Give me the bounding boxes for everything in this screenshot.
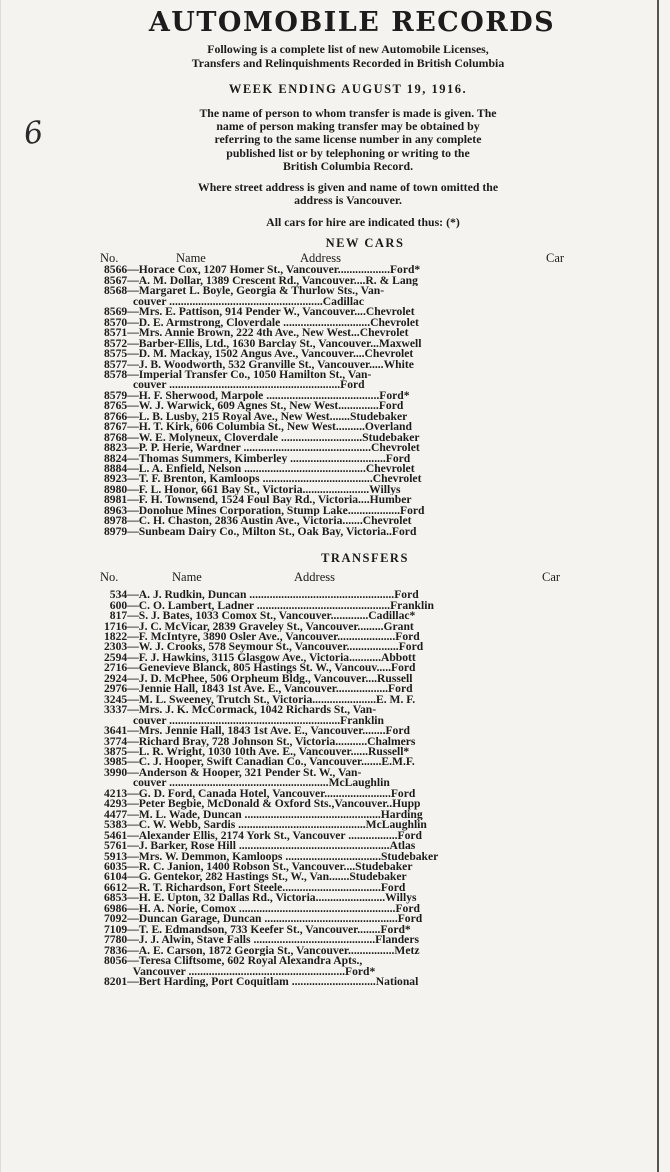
list-item: 8577—J. B. Woodworth, 532 Granville St., Vancouver.....White: [104, 359, 414, 370]
col-car: Car: [546, 251, 565, 266]
new-cars-column-header: [96, 251, 600, 265]
transfers-heading: TRANSFERS: [321, 551, 409, 566]
list-item: 8884—L. A. Enfield, Nelson ..........................................Chevrolet: [104, 464, 415, 475]
list-item: 8981—F. H. Townsend, 1524 Foul Bay Rd., Victoria....Humber: [104, 495, 412, 506]
list-item: 5461—Alexander Ellis, 2174 York St., Vancouver .................Ford: [104, 830, 422, 842]
week-ending: WEEK ENDING AUGUST 19, 1916.: [228, 82, 468, 96]
list-item: 4293—Peter Begbie, McDonald & Oxford Sts.,Vancouver..Hupp: [104, 799, 421, 810]
list-item: 3985—C. J. Hooper, Swift Canadian Co., Vancouver.......E.M.F.: [104, 757, 415, 768]
list-item: 7092—Duncan Garage, Duncan ..............................................Ford: [104, 914, 423, 925]
list-item: 3245—M. L. Sweeney, Trutch St., Victoria......................E. M. F.: [104, 694, 416, 706]
list-item: 2303—W. J. Crooks, 578 Seymour St., Vancouver..................Ford: [104, 642, 424, 653]
list-item: 3337—Mrs. J. K. McCormack, 1042 Richards St., Van-: [104, 705, 377, 716]
list-item: 8201—Bert Harding, Port Coquitlam .............................National: [104, 976, 419, 988]
col-address: Address: [294, 570, 335, 585]
list-item: 4213—G. D. Ford, Canada Hotel, Vancouver.......................Ford: [104, 788, 416, 800]
transfer-note: [96, 107, 600, 173]
hire-note: All cars for hire are indicated thus: (*): [266, 215, 460, 230]
note-line-7: address is Vancouver.: [294, 193, 402, 208]
list-item: 8566—Horace Cox, 1207 Homer St., Vancouver..................Ford*: [104, 265, 421, 276]
list-item: 8575—D. M. Mackay, 1502 Angus Ave., Vancouver....Chevrolet: [104, 349, 414, 360]
list-item: 8569—Mrs. E. Pattison, 914 Pender W., Vancouver....Chevrolet: [104, 307, 415, 318]
list-item: 8923—T. F. Brenton, Kamloops ......................................Chevrolet: [104, 474, 422, 485]
intro-line-1: Following is a complete list of new Automobile Licenses,: [207, 42, 489, 56]
list-item: 8572—Barber-Ellis, Ltd., 1630 Barclay St., Vancouver...Maxwell: [104, 338, 422, 350]
list-item: 6986—H. A. Norie, Comox ......................................................Ford: [104, 903, 420, 915]
list-item: 817—S. J. Bates, 1033 Comox St., Vancouver.............Cadillac*: [104, 611, 416, 622]
list-item: 2594—F. J. Hawkins, 3115 Glasgow Ave., Victoria...........Abbott: [104, 652, 416, 664]
list-item: 8568—Margaret L. Boyle, Georgia & Thurlow Sts., Van-: [104, 286, 385, 297]
col-car: Car: [542, 570, 561, 585]
transfers-column-header: [96, 570, 600, 584]
col-name: Name: [176, 251, 206, 266]
list-item: couver .....................................................Cadillac: [104, 296, 364, 308]
list-item: couver ...........................................................Ford: [104, 380, 365, 391]
list-item: 3641—Mrs. Jennie Hall, 1843 1st Ave. E., Vancouver........Ford: [104, 726, 410, 737]
list-item: 7109—T. E. Edmandson, 733 Keefer St., Vancouver........Ford*: [104, 924, 411, 936]
list-item: 5383—C. W. Webb, Sardis ............................................McLaughlin: [104, 820, 427, 831]
list-item: 8579—H. F. Sherwood, Marpole .......................................Ford*: [104, 390, 410, 402]
list-item: 8823—P. P. Herie, Wardner ............................................Chevrolet: [104, 443, 420, 454]
note-line-6: Where street address is given and name of town omitted the: [197, 180, 499, 195]
note-line-1: The name of person to whom transfer is made is given. The: [199, 106, 497, 120]
list-item: 1822—F. McIntyre, 3890 Osler Ave., Vancouver....................Ford: [104, 632, 420, 643]
list-item: 2716—Genevieve Blanck, 805 Hastings St. W., Vancouv.....Ford: [104, 663, 416, 674]
col-no: No.: [100, 251, 119, 266]
note-line-4: published list or by telephoning or writing to the: [226, 145, 470, 160]
list-item: 3875—L. R. Wright, 1030 10th Ave. E., Vancouver......Russell*: [104, 747, 410, 758]
list-item: 7836—A. E. Carson, 1872 Georgia St., Vancouver................Metz: [104, 945, 420, 957]
list-item: 1716—J. C. McVicar, 2839 Graveley St., Vancouver.........Grant: [104, 621, 414, 633]
col-address: Address: [300, 251, 341, 266]
list-item: 8768—W. E. Molyneux, Cloverdale ............................Studebaker: [104, 432, 420, 444]
list-item: 6612—R. T. Richardson, Fort Steele..................................Ford: [104, 882, 406, 894]
list-item: 8567—A. M. Dollar, 1389 Crescent Rd., Vancouver....R. & Lang: [104, 275, 418, 287]
list-item: Vancouver ......................................................Ford*: [104, 966, 376, 977]
list-item: 8963—Donohue Mines Corporation, Stump Lake..................Ford: [104, 505, 425, 517]
list-item: couver .......................................................McLaughlin: [104, 778, 390, 789]
list-item: 6035—R. C. Janion, 1400 Robson St., Vancouver....Studebaker: [104, 861, 413, 873]
address-note: [96, 181, 600, 207]
list-item: 4477—M. L. Wade, Duncan ...............................................Harding: [104, 809, 423, 821]
list-item: 2976—Jennie Hall, 1843 1st Ave. E., Vancouver..................Ford: [104, 684, 413, 695]
note-line-5: British Columbia Record.: [282, 158, 414, 173]
list-item: couver ...........................................................Franklin: [104, 715, 384, 727]
list-item: 8056—Teresa Cliftsome, 602 Royal Alexandra Apts.,: [104, 956, 363, 967]
list-item: 8978—C. H. Chaston, 2836 Austin Ave., Victoria.......Chevrolet: [104, 516, 412, 527]
col-name: Name: [172, 570, 202, 585]
list-item: 5761—J. Barker, Rose Hill ....................................................Atlas: [104, 841, 416, 852]
list-item: 8824—Thomas Summers, Kimberley .................................Ford: [104, 453, 411, 465]
list-item: 8578—Imperial Transfer Co., 1050 Hamilton St., Van-: [104, 369, 372, 381]
list-item: 5913—Mrs. W. Demmon, Kamloops .................................Studebaker: [104, 851, 439, 862]
new-cars-list: [96, 265, 600, 537]
new-cars-heading: NEW CARS: [325, 236, 405, 251]
list-item: 8980—F. L. Honor, 661 Bay St., Victoria.......................Willys: [104, 484, 401, 496]
note-line-3: referring to the same license number in any complete: [214, 132, 482, 147]
list-item: 3774—Richard Bray, 728 Johnson St., Victoria...........Chalmers: [104, 736, 416, 747]
list-item: 6104—G. Gentekor, 282 Hastings St., W., Van.......Studebaker: [104, 872, 407, 883]
list-item: 3990—Anderson & Hooper, 321 Pender St. W., Van-: [104, 767, 362, 779]
list-item: 8571—Mrs. Annie Brown, 222 4th Ave., New West...Chevrolet: [104, 328, 409, 339]
list-item: 600—C. O. Lambert, Ladner ..............................................Franklin: [104, 600, 434, 612]
transfers-list: [96, 590, 600, 987]
list-item: 8765—W. J. Warwick, 609 Agnes St., New West..............Ford: [104, 401, 404, 412]
list-item: 8979—Sunbeam Dairy Co., Milton St., Oak Bay, Victoria..Ford: [104, 526, 417, 538]
list-item: 7780—J. J. Alwin, Stave Falls ..........................................Flanders: [104, 935, 419, 946]
list-item: 8570—D. E. Armstrong, Cloverdale ..............................Chevrolet: [104, 317, 419, 329]
list-item: 8766—L. B. Lusby, 215 Royal Ave., New West.......Studebaker: [104, 411, 408, 423]
list-item: 8767—H. T. Kirk, 606 Columbia St., New West..........Overland: [104, 422, 412, 433]
page-title: AUTOMOBILE RECORDS: [148, 7, 556, 38]
list-item: 534—A. J. Rudkin, Duncan ..................................................Ford: [104, 590, 419, 601]
handwritten-margin-mark: 6: [21, 114, 46, 153]
note-line-2: name of person making transfer may be obtained by: [216, 119, 480, 134]
list-item: 2924—J. D. McPhee, 506 Orpheum Bldg., Vancouver....Russell: [104, 673, 413, 685]
list-item: 6853—H. E. Upton, 32 Dallas Rd., Victoria........................Willys: [104, 893, 417, 904]
intro-line-2: Transfers and Relinquishments Recorded in British Columbia: [191, 56, 505, 70]
col-no: No.: [100, 570, 119, 585]
